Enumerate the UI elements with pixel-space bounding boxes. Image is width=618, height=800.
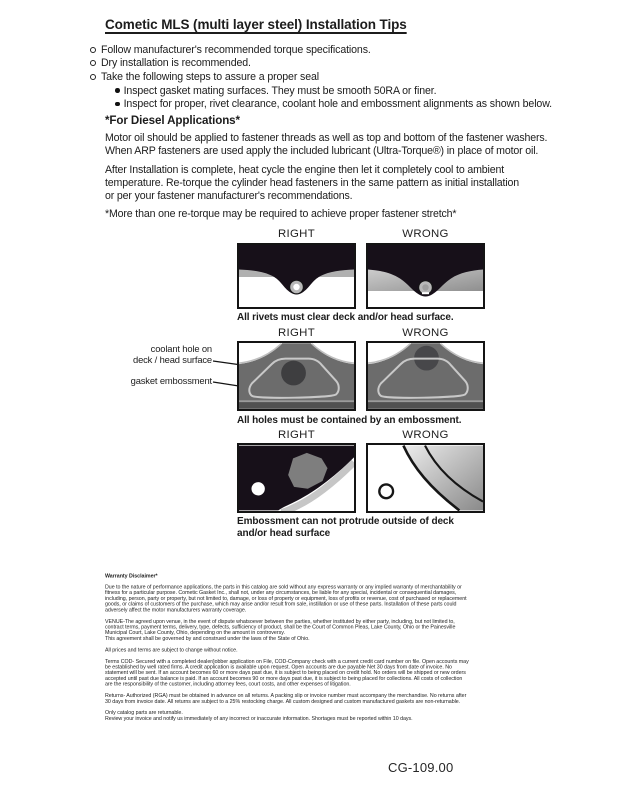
wrong-label-row3: WRONG (402, 429, 449, 441)
disclaimer-paragraph (105, 647, 520, 653)
list-item-text: Inspect for proper, rivet clearance, coolant hole and embossment alignments as shown below. (123, 98, 552, 111)
text-line: fitness for a particular purpose. Cometic Gasket Inc., shall not, under any circumstances, be liable for any special, incidental or consequential damages, (105, 589, 457, 596)
text-line: coolant hole on (150, 343, 212, 354)
paragraph-heat-cycle (105, 164, 519, 204)
text-line: VENUE-The agreed upon venue, in the event of dispute whatsoever between the parties, whether instituted by either party, including, but not limited to, (105, 618, 455, 625)
text-line: gasket embossment (130, 375, 212, 386)
rivet-wrong-illustration (368, 245, 483, 307)
list-item-text: Take the following steps to assure a proper seal (101, 70, 320, 83)
text-line: Embossment can not protrude outside of deck (237, 516, 454, 527)
paragraph-motor-oil (105, 132, 547, 158)
text-line: adversely affect the motor manufacturers warranty coverage. (105, 606, 247, 613)
text-line: After Installation is complete, heat cycle the engine then let it completely cool to ambient (105, 164, 504, 176)
right-label-row1: RIGHT (278, 228, 315, 240)
text-line: statement will be sent. If an account becomes 60 or more days past due, it is subject to being placed on credit hold. No orders will be shipped or new orders (105, 669, 466, 676)
text-line: Only catalog parts are returnable. (105, 709, 183, 716)
text-line: This agreement shall be governed by and construed under the laws of the State of Ohio. (105, 635, 310, 642)
text-line: Due to the nature of performance applications, the parts in this catalog are sold without any express warranty or any implied warranty of merchantability or (105, 584, 462, 590)
diagram-hole-right (237, 341, 356, 411)
wrong-label-row2: WRONG (402, 327, 449, 339)
disclaimer-heading: Warranty Disclaimer* (105, 573, 158, 579)
list-item (90, 57, 552, 71)
text-line: contract terms, payment terms, delivery, type, defects, sufficiency of product, shall be the Court of Common Pleas, Lake County, Ohio or the Painesville (105, 623, 456, 630)
section-heading-diesel: *For Diesel Applications* (105, 114, 240, 127)
disclaimer-paragraph (105, 693, 520, 704)
disclaimer-paragraph (105, 585, 520, 614)
text-line: temperature. Re-torque the cylinder head fasteners in the same pattern as initial installation (105, 177, 520, 190)
text-line: Municipal Court, Lake County, Ohio, depending on the amount in controversy. (105, 629, 285, 636)
list-sub-item (115, 84, 552, 98)
page-title: Cometic MLS (multi layer steel) Installation Tips (105, 17, 407, 32)
text-line: and/or head surface (237, 527, 331, 539)
warranty-disclaimer (105, 573, 520, 727)
diagram-embossment-wrong (366, 443, 485, 513)
disclaimer-paragraph (105, 659, 520, 688)
diagram-rivet-wrong (366, 243, 485, 309)
text-line: deck / head surface (133, 353, 212, 365)
hole-wrong-illustration (368, 343, 483, 409)
open-bullet-icon (90, 47, 96, 53)
text-line: Terms COD- Secured with a completed dealer/jobber application on File, COD-Company check with a current credit card number on file. Open accounts may (105, 658, 469, 665)
text-line: goods, or claims of customers of the purchase, which may arise and/or result from sale, instillation or use of these parts. Installation of these parts could (105, 601, 457, 608)
embossment-right-illustration (239, 445, 354, 511)
text-line: Returns- Authorized (RGA) must be obtained in advance on all returns. A packing slip or invoice number must accompany the merchandise. No returns after (105, 692, 467, 699)
list-item-text: Inspect gasket mating surfaces. They must be smooth 50RA or finer. (123, 84, 437, 97)
text-line: Motor oil should be applied to fastener threads as well as top and bottom of the fastener washers. (105, 132, 548, 144)
diagram-hole-wrong (366, 341, 485, 411)
diagram-rivet-right (237, 243, 356, 309)
list-item (90, 43, 552, 57)
text-line: When ARP fasteners are used apply the included lubricant (Ultra-Torque®) in place of motor oil. (105, 145, 539, 158)
diagram-embossment-right (237, 443, 356, 513)
caption-row2: All holes must be contained by an embossment. (237, 415, 462, 426)
text-line: 30 days from invoice date. All returns are subject to a 25% restocking charge. All custom designed and custom manufactured gaskets are non-returnable. (105, 698, 461, 705)
rivet-right-illustration (239, 245, 354, 307)
text-line: are the responsibility of the customer, including attorney fees, court costs, and other expenses of litigation. (105, 681, 351, 688)
list-item-text: Follow manufacturer's recommended torque specifications. (101, 43, 371, 56)
disclaimer-paragraph (105, 710, 520, 721)
list-item-text: Dry installation is recommended. (101, 57, 251, 70)
right-label-row2: RIGHT (278, 327, 315, 339)
caption-row3 (237, 516, 454, 539)
right-label-row3: RIGHT (278, 429, 315, 441)
text-line: accepted until past due balance is paid. If an account becomes 90 or more days past due, it is subject to being placed for collections. All costs of collection (105, 675, 463, 682)
text-line: including, person, party or property, but not limited to, damage, or loss of property or equipment, loss of profits or revenue, cost of purchased or replacement (105, 595, 467, 602)
list-sub-item (115, 97, 552, 111)
note-retorque: *More than one re-torque may be required to achieve proper fastener stretch* (105, 208, 457, 220)
page-number: CG-109.00 (388, 760, 454, 775)
text-line: Review your invoice and notify us immediately of any incorrect or inaccurate information. Shortages must be reported within 10 days. (105, 715, 413, 722)
tips-list (90, 43, 552, 111)
wrong-label-row1: WRONG (402, 228, 449, 240)
embossment-wrong-illustration (368, 445, 483, 511)
text-line: or per your fastener manufacturer's recommendations. (105, 190, 353, 203)
list-item (90, 70, 552, 84)
filled-bullet-icon (115, 88, 120, 93)
filled-bullet-icon (115, 102, 120, 107)
open-bullet-icon (90, 74, 96, 80)
hole-right-illustration (239, 343, 354, 409)
disclaimer-paragraph (105, 619, 520, 642)
open-bullet-icon (90, 60, 96, 66)
text-line: All prices and terms are subject to change without notice. (105, 646, 238, 653)
text-line: be established by well rated firms. A credit application is available upon request. Open accounts are due payable Net 30 days from date of invoice. No (105, 663, 452, 670)
caption-row1: All rivets must clear deck and/or head surface. (237, 312, 454, 323)
